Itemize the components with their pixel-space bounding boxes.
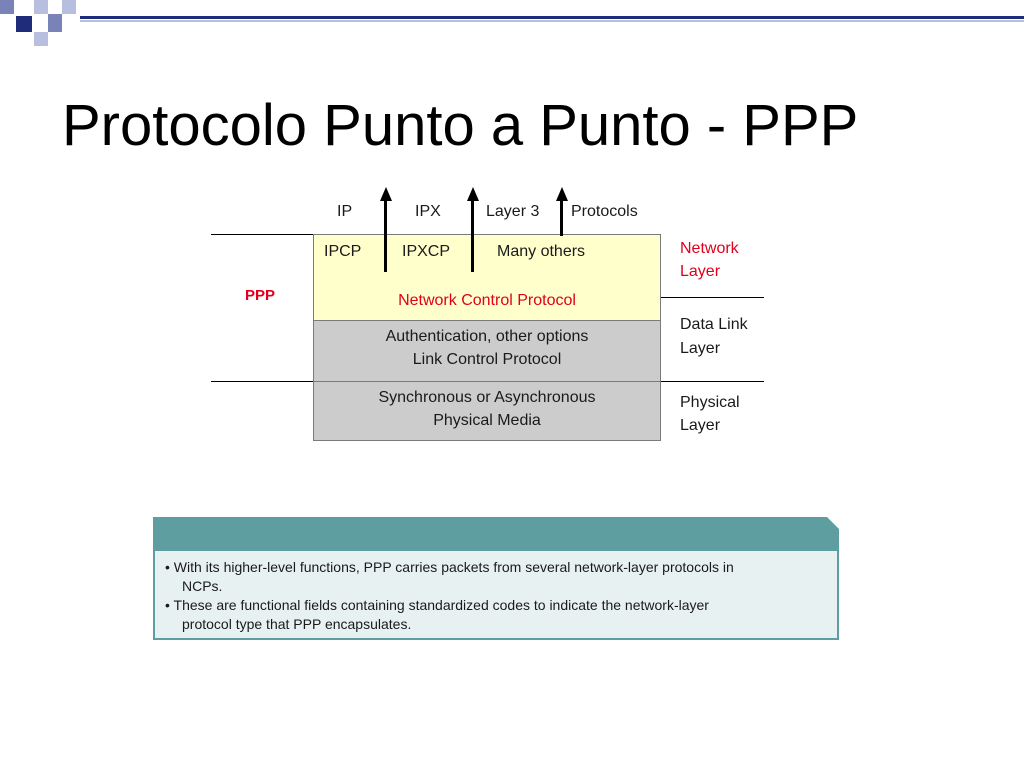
osi-network-line1: Network <box>680 240 739 257</box>
note-header-corner <box>827 517 839 529</box>
deco-square <box>80 16 1024 19</box>
deco-square <box>16 16 32 32</box>
label-protocols: Protocols <box>571 203 638 220</box>
arrow-up-icon <box>556 187 568 201</box>
note-header-bar <box>153 517 839 549</box>
label-ipxcp: IPXCP <box>402 243 451 260</box>
note-panel <box>153 517 839 640</box>
deco-square <box>34 32 48 46</box>
note-body <box>153 549 839 640</box>
deco-square <box>0 14 14 28</box>
arrow-up-icon <box>380 187 392 201</box>
deco-square <box>48 14 62 32</box>
lcp-line2: Link Control Protocol <box>412 351 562 368</box>
osi-physical-line1: Physical <box>680 394 740 411</box>
label-ipcp: IPCP <box>324 243 362 260</box>
osi-physical-line2: Layer <box>680 417 721 434</box>
phys-line1: Synchronous or Asynchronous <box>378 389 596 406</box>
deco-square <box>0 0 14 14</box>
phys-line2: Physical Media <box>433 412 541 429</box>
divider-line-right-network <box>661 297 764 298</box>
osi-network-line2: Layer <box>680 263 721 280</box>
label-layer3: Layer 3 <box>486 203 540 220</box>
note-bullet1-line1: • With its higher-level functions, PPP carries packets from several network-layer protocols in <box>165 559 734 575</box>
deco-bar-light <box>80 20 1024 22</box>
ncp-name: Network Control Protocol <box>398 292 576 309</box>
arrow-shaft <box>471 200 474 272</box>
divider-line-left-top <box>211 234 313 235</box>
deco-square <box>14 0 28 14</box>
deco-square <box>62 0 76 14</box>
arrow-shaft <box>560 200 563 236</box>
osi-datalink-line2: Layer <box>680 340 721 357</box>
arrow-up-icon <box>467 187 479 201</box>
note-bullet2-line2: protocol type that PPP encapsulates. <box>182 616 412 632</box>
label-many-others: Many others <box>497 243 586 260</box>
divider-line-right-datalink <box>661 381 764 382</box>
note-bullet2-line1: • These are functional fields containing standardized codes to indicate the network-layer <box>165 597 709 613</box>
lcp-line1: Authentication, other options <box>385 328 589 345</box>
deco-square <box>34 0 48 14</box>
label-ipx: IPX <box>415 203 441 220</box>
arrow-shaft <box>384 200 387 272</box>
osi-datalink-line1: Data Link <box>680 316 748 333</box>
ppp-label: PPP <box>245 287 276 304</box>
note-bullet1-line2: NCPs. <box>182 578 223 594</box>
slide-title: Protocolo Punto a Punto - PPP <box>62 93 859 158</box>
label-ip: IP <box>337 203 353 220</box>
divider-line-left-bottom <box>211 381 313 382</box>
